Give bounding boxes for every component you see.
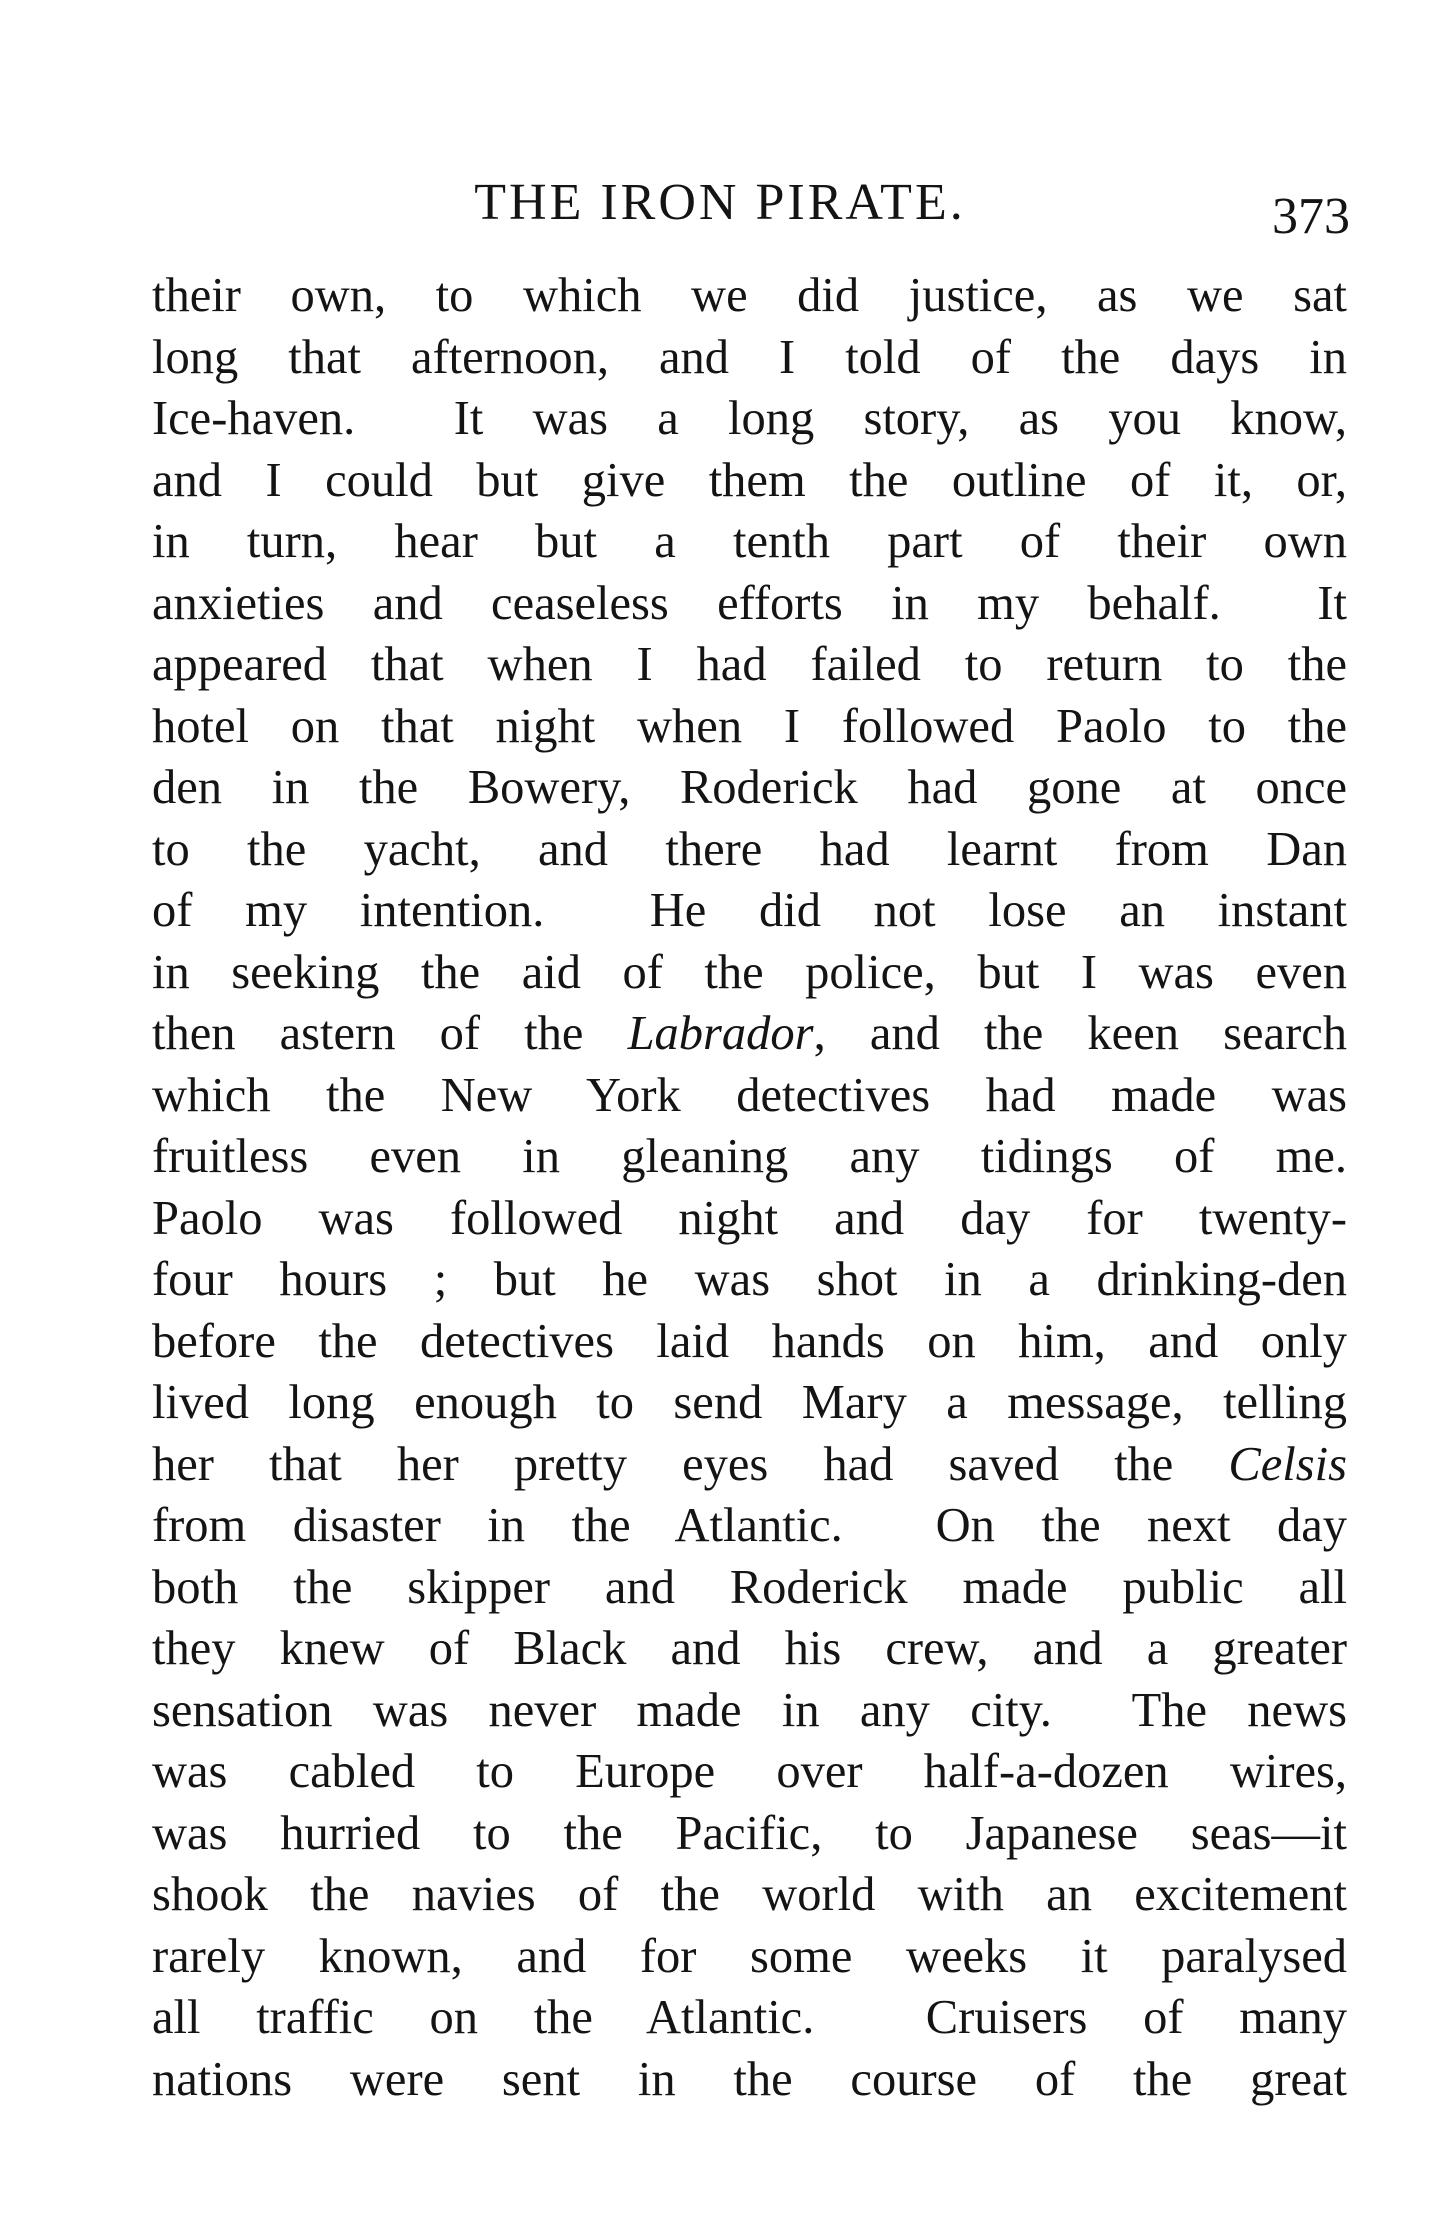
text-line xyxy=(152,1065,1347,1127)
text-segment: her that her pretty eyes had saved the xyxy=(152,1437,1229,1491)
body-text xyxy=(152,265,1347,2110)
running-head xyxy=(150,168,1350,245)
italic-ship-name: Labrador xyxy=(627,1007,814,1060)
text-segment: nations were sent in the course of the great xyxy=(152,2052,1347,2106)
text-segment: Ice-haven. It was a long story, as you know, xyxy=(152,392,1347,445)
text-line xyxy=(152,511,1347,573)
text-line xyxy=(152,1864,1347,1926)
text-segment: both the skipper and Roderick made public all xyxy=(152,1560,1347,1614)
text-line xyxy=(152,265,1347,327)
text-segment: long that afternoon, and I told of the days in xyxy=(152,330,1347,384)
text-segment: was cabled to Europe over half-a-dozen wires, xyxy=(152,1745,1347,1798)
text-line xyxy=(152,1987,1347,2049)
text-line xyxy=(152,1126,1347,1188)
text-segment: fruitless even in gleaning any tidings of me. xyxy=(152,1130,1347,1183)
text-segment: in turn, hear but a tenth part of their own xyxy=(152,515,1347,568)
page-number: 373 xyxy=(1272,188,1350,245)
text-segment: all traffic on the Atlantic. Cruisers of many xyxy=(152,1991,1347,2044)
text-segment: sensation was never made in any city. The news xyxy=(152,1683,1347,1737)
text-segment: they knew of Black and his crew, and a greater xyxy=(152,1622,1347,1675)
text-line xyxy=(152,880,1347,942)
italic-ship-name: Celsis xyxy=(1228,1437,1347,1491)
text-line xyxy=(152,942,1347,1004)
text-line xyxy=(152,1249,1347,1311)
text-line xyxy=(152,573,1347,635)
text-segment: was hurried to the Pacific, to Japanese seas—it xyxy=(152,1806,1347,1860)
text-line xyxy=(152,1372,1347,1434)
text-line xyxy=(152,1926,1347,1988)
text-segment: before the detectives laid hands on him, and only xyxy=(152,1314,1347,1368)
text-line xyxy=(152,1741,1347,1803)
text-line xyxy=(152,1434,1347,1496)
running-title: THE IRON PIRATE. xyxy=(474,174,966,231)
text-segment: and I could but give them the outline of it, or, xyxy=(152,453,1347,507)
text-segment: Paolo was followed night and day for twenty- xyxy=(152,1191,1347,1245)
text-segment: den in the Bowery, Roderick had gone at once xyxy=(152,761,1347,814)
text-segment: to the yacht, and there had learnt from Dan xyxy=(152,822,1347,876)
text-line xyxy=(152,388,1347,450)
text-line xyxy=(152,1618,1347,1680)
text-segment: four hours ; but he was shot in a drinking-den xyxy=(152,1253,1347,1306)
text-line xyxy=(152,1188,1347,1250)
text-segment: anxieties and ceaseless efforts in my behalf. It xyxy=(152,576,1347,630)
text-segment: of my intention. He did not lose an instant xyxy=(152,884,1347,937)
text-line xyxy=(152,1680,1347,1742)
text-segment: then astern of the xyxy=(152,1007,628,1060)
text-segment: in seeking the aid of the police, but I was even xyxy=(152,945,1347,999)
text-line xyxy=(152,634,1347,696)
text-line xyxy=(152,1557,1347,1619)
text-line xyxy=(152,1495,1347,1557)
text-line xyxy=(152,2049,1347,2111)
text-line xyxy=(152,1311,1347,1373)
text-segment: , and the keen search xyxy=(813,1007,1347,1060)
text-line xyxy=(152,1003,1347,1065)
text-line xyxy=(152,1803,1347,1865)
text-line xyxy=(152,327,1347,389)
text-segment: lived long enough to send Mary a message, telling xyxy=(152,1376,1347,1429)
text-segment: which the New York detectives had made was xyxy=(152,1068,1347,1122)
text-line xyxy=(152,696,1347,758)
text-segment: appeared that when I had failed to return to the xyxy=(152,638,1347,691)
text-segment: from disaster in the Atlantic. On the next day xyxy=(152,1499,1347,1552)
text-line xyxy=(152,819,1347,881)
text-segment: their own, to which we did justice, as we sat xyxy=(152,269,1347,322)
text-line xyxy=(152,757,1347,819)
text-line xyxy=(152,450,1347,512)
text-segment: shook the navies of the world with an excitement xyxy=(152,1868,1347,1921)
text-segment: hotel on that night when I followed Paolo to the xyxy=(152,699,1347,753)
text-segment: rarely known, and for some weeks it paralysed xyxy=(152,1929,1347,1983)
